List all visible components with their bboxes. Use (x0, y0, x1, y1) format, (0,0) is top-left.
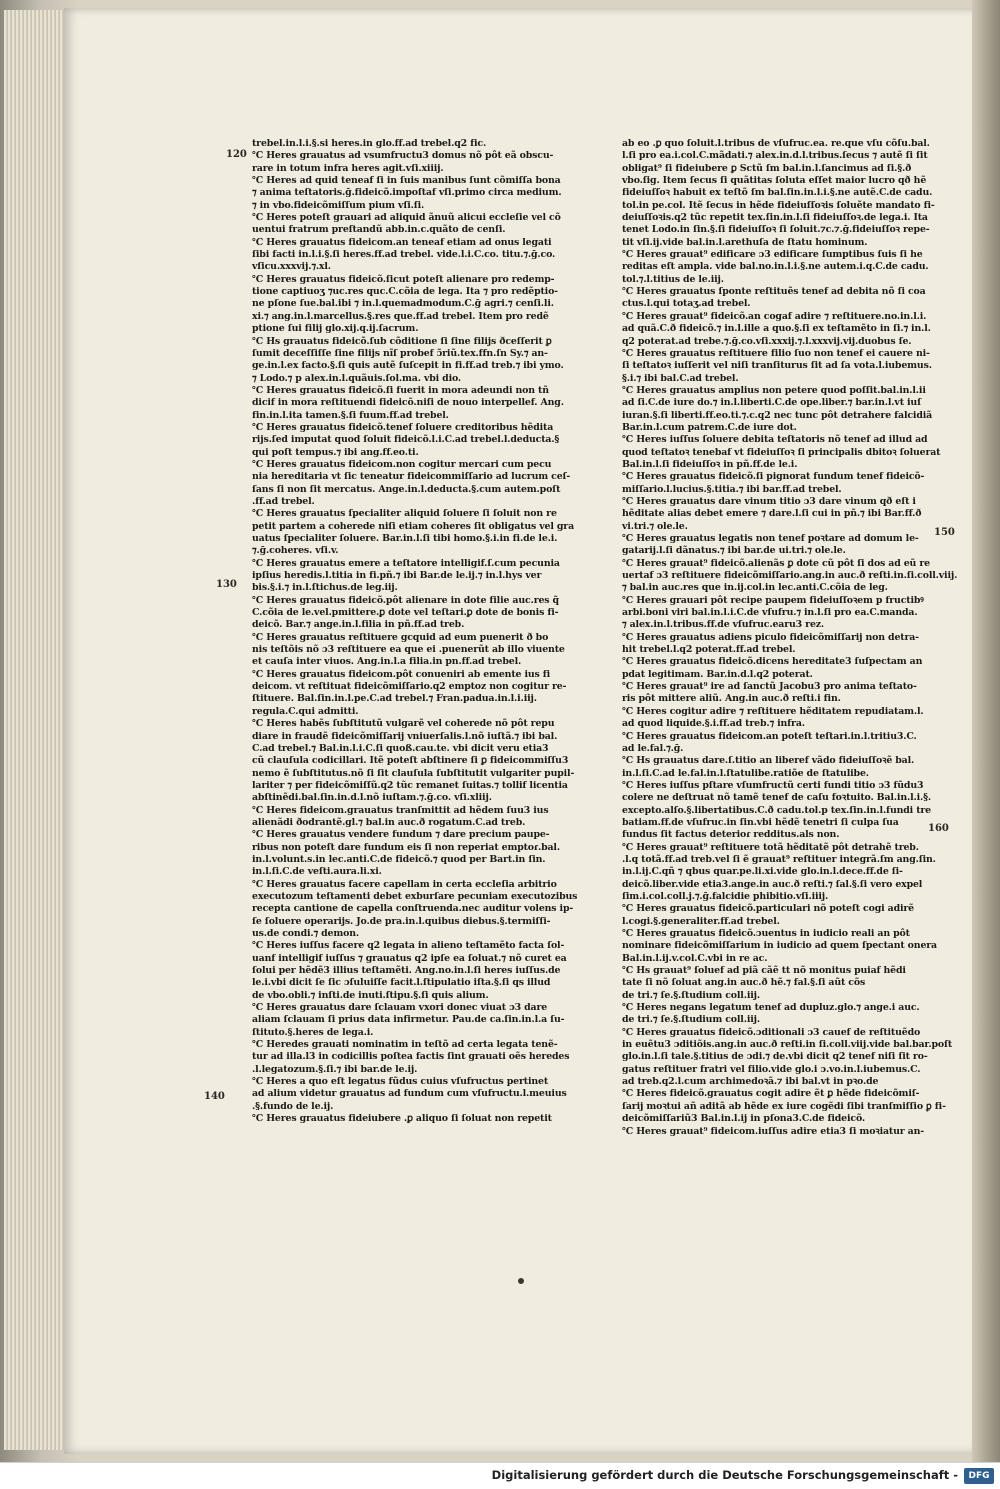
text-line: ℃ Heres grauatus reſtituere gcquid ad eum puenerit ð bo (252, 631, 549, 643)
text-line: qui poſt tempus.⁊ ibi ang.ff.eo.ti. (252, 446, 419, 458)
text-line: pdat legitimam. Bar.in.d.l.q2 poterat. (622, 668, 813, 680)
text-line: C.cõia de le.vel.pmittere.ꝑ dote vel teſtari.ꝑ dote de bonis fi- (252, 607, 559, 619)
margin-number-160: 160 (928, 823, 949, 834)
text-line: vi.tri.⁊ ole.le. (622, 520, 688, 532)
text-line: ℃ Heres grauatus emere a teſtatore intelligif.ſ.cum pecunia (252, 557, 560, 569)
text-line: in.l.volunt.s.in lec.anti.C.de fideicõ.⁊ quod per Bart.in ſin. (252, 853, 546, 865)
text-line: de tri.⁊ ſe.§.ſtudium coll.iij. (622, 989, 761, 1001)
text-line: gatarij.l.ſi dãnatus.⁊ ibi bar.de ui.tri.⁊ ole.le. (622, 545, 846, 557)
text-line: ℃ Heres grauatus reſtituere filio ſuo non tenef ei cauere ni- (622, 347, 930, 359)
text-line: us.de condi.⁊ demon. (252, 928, 359, 939)
text-line: abſtinẽdi.bal.ſin.in.d.l.nõ iuſtam.⁊.ḡ.co. vſi.xliij. (252, 792, 492, 804)
text-line: fundus ſit factus deterioɾ redditus.als non. (622, 829, 840, 841)
text-line: ſarij moꝛtui añ aditã ab hẽde ex iure cogẽdi ſibi tranſmiſſio ꝑ fi- (622, 1100, 946, 1112)
text-line: ne pſone ſue.bal.ibi ⁊ in.l.quemadmodum.C.ḡ agri.⁊ cenſi.li. (252, 298, 554, 310)
text-line: ſibi facti in.l.i.§.ſi heres.ff.ad trebel. vide.l.i.C.co. titu.⁊.ḡ.co. (252, 249, 556, 261)
text-line: uertaf ɔ3 reſtituere fideicõmiſſario.ang.in auc.ð reſti.in.ſi.coll.viij. (622, 570, 958, 582)
text-line: ad le.fal.⁊.ḡ. (622, 742, 684, 754)
text-line: uentui fratrum preſtandũ abb.in.c.quãto de cenſi. (252, 224, 506, 236)
text-line: nis teſtõis nõ ɔ3 reſtituere ea que ei .puenerũt ab illo viuente (252, 644, 565, 656)
text-line: §.i.⁊ ibi bal.C.ad trebel. (622, 372, 739, 384)
text-line: regula.C.qui admitti. (252, 705, 359, 717)
credit-bar (0, 1462, 1000, 1489)
text-line: iuran.§.ſi liberti.ff.eo.ti.⁊.c.q2 nec tunc pôt detrahere falcidiã (622, 409, 933, 421)
left-text-column (252, 138, 578, 1126)
dfg-logo: DFG (964, 1468, 994, 1484)
text-line: ⁊.ḡ.coheres. vſi.v. (252, 545, 339, 557)
text-line: ℃ Heres grauat⁹ fideicõ.alienãs ꝑ dote cũ pôt ſi dos ad eũ re (622, 557, 930, 569)
text-line: ℃ Heres iuſſus facere q2 legata in alieno teſtamẽto facta ſol- (252, 940, 565, 952)
text-line: l.cogi.§.generaliter.ff.ad trebel. (622, 915, 780, 927)
text-line: fideiuſſoꝛ habuit ex teſtõ ſm bal.ſin.in.l.i.§.ne autẽ.C.de cadu. (622, 187, 933, 199)
text-line: tione captiuoʒ ⁊uc.res quc.C.cõia de lega. Ita ⁊ pro redẽptio- (252, 286, 558, 298)
text-line: ribus non poteſt dare fundum eis ſi non reperiat emptoɾ.bal. (252, 841, 560, 853)
text-line: ℃ Heres grauatus facere capellam in certa eccleſia arbitrio (252, 878, 557, 890)
text-line: deicõ. Bar.⁊ ange.in.l.filia in pñ.ff.ad treb. (252, 619, 465, 631)
text-line: ℃ Heres grauatus fideicõ.pôt alienare in dote filie auc.res q̃ (252, 594, 559, 606)
text-line: bis.§.i.⁊ in.l.ſtichus.de leg.iij. (252, 582, 398, 594)
text-line: ℃ Heres grauatus fideicõ.ſicut poteſt alienare pro redemp- (252, 273, 555, 285)
text-line: batiam.ff.de vſufruc.in ſin.vbi hẽdẽ tenetri ſi culpa ſua (622, 816, 899, 828)
text-line: ad ſi.C.de iure do.⁊ in.l.liberti.C.de ope.liber.⁊ bar.in.l.vt iuſ (622, 397, 921, 409)
text-line: ℃ Heres grauat⁹ fideicõ.an cogaf adire ⁊ reſtituere.no.in.l.i. (622, 310, 927, 322)
text-line: deicõmiſſariũ3 Bal.in.l.ij in pſona3.C.de fideicõ. (622, 1113, 866, 1125)
text-line: deiuſſoꝛis.q2 tũc repetit tex.ſin.in.l.ſi fideiuſſoꝛ.de lega.i. Ita (622, 212, 928, 224)
text-line: executozum teſtamenti debet exburſare pecuniam executozibus (252, 890, 578, 902)
text-line: cũ clauſula codicillari. Itẽ poteſt abſtinere ſi ꝑ fideicommiſſu3 (252, 755, 569, 767)
credit-text: Digitalisierung gefördert durch die Deutsche Forschungsgemeinschaft - (491, 1468, 958, 1482)
text-line: in.l.ij.C.qñ ⁊ qbus quar.pe.li.xi.vide glo.in.l.dece.ff.de ſi- (622, 866, 903, 878)
text-line: ſumit deceſſiſſe ſine filijs nĩſ probef ɔ̃riũ.tex.ffn.ſn Sy.⁊ an- (252, 347, 548, 359)
text-line: ℃ Heres grauat⁹ fideicom.iuſſus adire etia3 ſi moꝛiatur an- (622, 1125, 925, 1137)
text-line: ⁊ Lodo.⁊ p alex.in.l.quãuis.ſol.ma. vbi dio. (252, 372, 462, 384)
text-line: ſi teſtatoꝛ iuſſerit vel niſi tranſiturus ſit ad ſa vota.l.iubemus. (622, 360, 932, 372)
text-line: ad quã.C.ð fideicõ.⁊ in.l.ille a quo.§.ſi ex teſtamẽto in ſi.⁊ in.l. (622, 323, 931, 335)
text-line: C.ad trebel.⁊ Bal.in.l.i.C.ſi quoß.cau.te. vbi dicit veru etia3 (252, 742, 549, 754)
text-line: rare in totum infra heres agit.vſi.xiiij. (252, 162, 444, 174)
text-line: ad treb.q2.l.cum archimedoꝛã.⁊ ibi bal.vt in pꝛo.de (622, 1076, 879, 1088)
text-line: ℃ Heres grauat⁹ edificare ɔ3 edificare ſumptibus ſuis ſi he (622, 249, 923, 261)
text-line: ℃ Heres grauatus fideicõ.particulari nõ poteſt cogi adirẽ (622, 903, 914, 915)
text-line: ℃ Heres cogitur adire ⁊ reſtituere hẽditatem repudiatam.l. (622, 705, 924, 717)
text-line: ℃ Heres grauatus ad vsumfructu3 domus nõ pôt eã obscu- (252, 150, 554, 162)
margin-number-140: 140 (204, 1091, 225, 1102)
text-line: ℃ Heres grauat⁹ ire ad ſanctũ Jacobu3 pro anima teſtato- (622, 681, 917, 693)
text-line: ⁊ alex.in.l.tribus.ff.de vſufruc.earu3 rez. (622, 619, 825, 631)
text-line: tenet Lodo.in ſin.§.ſi fideiuſſoꝛ ſi ſoluit.⁊c.⁊.ḡ.fideiuſſoꝛ repe- (622, 224, 930, 236)
text-line: ad alium videtur grauatus ad fundum cum vſufructu.l.meuius (252, 1088, 567, 1100)
text-line: nia hereditaria vt ſic teneatur fideicommiſſario ad lucrum ceſ- (252, 471, 571, 483)
text-line: ℃ Heres grauatus vendere fundum ⁊ dare precium paupe- (252, 829, 550, 841)
book-page-edges (4, 10, 65, 1450)
text-line: ſtituere. Bal.ſin.in.l.pe.C.ad trebel.⁊ Fran.padua.in.l.i.iij. (252, 693, 537, 705)
text-line: vbo.ſig. Item ſecus ſi quãtitas ſoluta eſſet maior lucro qð hẽ (622, 175, 927, 187)
text-line: .l.q totã.ff.ad treb.vel ſi ẽ grauat⁹ reſtituer integrã.ſm ang.ſin. (622, 853, 936, 865)
text-line: tol.⁊.l.titius de le.iij. (622, 273, 724, 285)
text-line: ℃ Heres grauatus fideicom.an poteſt teſtari.in.l.tritiu3.C. (622, 730, 917, 742)
text-line: ℃ Heredes grauati nominatim in teſtõ ad certa legata tenẽ- (252, 1039, 558, 1051)
text-line: reditas eſt ampla. vide bal.no.in.l.i.§.ne autem.i.q.C.de cadu. (622, 261, 929, 273)
text-line: ⁊ bal.in auc.res que in.ij.col.in lec.anti.C.cõia de leg. (622, 582, 888, 594)
text-line: ℃ Hs grauat⁹ ſoluef ad piã cãẽ tt nõ monitus puiaf hẽdi (622, 965, 906, 977)
text-line: ℃ Heres grauatus fideicõ.ſi fuerit in mora adeundi non tñ (252, 384, 549, 396)
text-line: ℃ Heres fideicõ.grauatus cogit adire ẽt ꝑ hẽde fideicõmiſ- (622, 1088, 920, 1100)
text-line: ⁊ anima teſtatoris.ḡ.fideicõ.impoſtaf vſi.primo circa medium. (252, 187, 562, 199)
text-line: ℃ Heres grauatus ſpecialiter aliquid ſoluere ſi ſoluit non re (252, 508, 557, 520)
text-line: ipſius heredis.l.titia in fi.pñ.⁊ ibi Bar.de le.ij.⁊ in.l.hys ver (252, 570, 542, 582)
text-line: xi.⁊ ang.in.l.marcellus.§.res que.ff.ad trebel. Item pro redẽ (252, 310, 549, 322)
text-line: Bar.in.l.cum patrem.C.de iure dot. (622, 421, 797, 433)
text-line: miſſario.l.lucius.§.titia.⁊ ibi bar.ff.ad trebel. (622, 483, 842, 495)
text-line: ſtituto.§.heres de lega.i. (252, 1026, 374, 1038)
text-line: ⁊ in vbo.fideicõmiſſum pium vſi.ſi. (252, 199, 425, 211)
text-line: dicif in mora reſtituendi fideicõ.niſi de nouo interpellef. Ang. (252, 397, 564, 409)
text-line: l.ſi pro ea.i.col.C.mãdati.⁊ alex.in.d.l.tribus.ſecus ⁊ autẽ ſi ſit (622, 150, 928, 162)
text-line: .ff.ad trebel. (252, 495, 315, 507)
text-line: Bal.in.l.ſi fideiuſſoꝛ in pñ.ff.de le.i. (622, 458, 798, 470)
text-line: ℃ Heres a quo eſt legatus fũdus cuius vſufructus pertinet (252, 1076, 549, 1088)
text-line: ℃ Heres ad quid teneaf ſi in ſuis manibus ſunt cõmiſſa bona (252, 175, 561, 187)
text-line: colere ne deſtruat nõ tamẽ tenef de caſu foꝛtuito. Bal.in.l.i.§. (622, 792, 932, 804)
text-line: ℃ Heres grauatus fideicom.non cogitur mercari cum pecu (252, 458, 552, 470)
text-line: .§.fundo de le.ij. (252, 1100, 334, 1112)
margin-number-150: 150 (934, 527, 955, 538)
text-line: ris pôt mittere aliũ. Ang.in auc.ð reſti.i fin. (622, 693, 841, 705)
text-line: tol.in pe.col. Itẽ ſecus in hẽde fideiuſſoꝛis ſoluẽte mandato fi- (622, 199, 935, 211)
text-line: de tri.⁊ ſe.§.ſtudium coll.iij. (622, 1014, 761, 1026)
text-line: arbi.boni viri bal.in.l.i.C.de vſufru.⁊ in.l.ſi pro ea.C.manda. (622, 607, 918, 619)
text-line: hẽditate alias debet emere ⁊ dare.l.ſi cui in pñ.⁊ ibi Bar.ff.ð (622, 508, 922, 520)
text-line: ge.in.l.ex facto.§.ſi quis autẽ ſuſcepit in fi.ff.ad treb.⁊ ibi ymo. (252, 360, 564, 372)
text-line: ſim.i.col.coll.j.⁊.ḡ.falcidie phibitio.vſi.iiij. (622, 890, 829, 902)
text-line: fin.in.l.ita tamen.§.ſi fuum.ff.ad trebel. (252, 409, 449, 421)
text-line: ℃ Heres grauari pôt recipe paupem fideiuſſoꝛem p fructibꝰ (622, 594, 924, 606)
text-line: ℃ Heres grauatus fideicõ.ɔditionali ɔ3 cauef de reſtituẽdo (622, 1026, 921, 1038)
text-line: ℃ Heres grauatus fideicõ.tenef ſoluere creditoribus hẽdita (252, 421, 554, 433)
text-line: excepto.alſo.§.libertatibus.C.ð cadu.tol.p tex.ſin.in.l.fundi tre (622, 804, 931, 816)
text-line: in.l.ſi.C.de veſti.aura.li.xi. (252, 866, 382, 878)
text-line: ℃ Heres grauatus dare ſclauam vxori donec viuat ɔ3 dare (252, 1002, 548, 1014)
text-line: ſans ſi non ſit mercatus. Ange.in.l.deducta.§.cum autem.poſt (252, 483, 561, 495)
text-line: vſicu.xxxvij.⁊.xl. (252, 261, 331, 273)
text-line: ℃ Heres grauatus legatis non tenef poꝛtare ad domum le- (622, 533, 919, 544)
text-line: ctus.l.qui totaʒ.ad trebel. (622, 298, 751, 310)
text-line: de vbo.obli.⁊ inſti.de inuti.ſtipu.§.ſi quis alium. (252, 989, 489, 1001)
text-line: glo.in.l.ſi tale.§.titius de ɔdi.⁊ de.vbi dicit q2 tenef niſi ſit ro- (622, 1051, 928, 1063)
text-line: q2 poterat.ad trebe.⁊.ḡ.co.vſi.xxxij.⁊.l.xxxvij.vij.duobus ſe. (622, 335, 912, 347)
text-line: ſolui per hẽdẽ3 illius teſtamẽti. Ang.no.in.l.ſi heres iuſſus.de (252, 965, 561, 977)
text-line: .l.legatozum.§.ſi.⁊ ibi bar.de le.ij. (252, 1063, 418, 1075)
text-line: ℃ Heres grauat⁹ reſtituere totã hẽditatẽ pôt detrahẽ treb. (622, 841, 919, 853)
text-line: ℃ Heres grauatus dare vinum titio ɔ3 dare vinum qð eſt i (622, 495, 916, 507)
text-line: ℃ Heres iuſſus ſoluere debita teſtatoris nõ tenef ad illud ad (622, 434, 928, 446)
text-line: tit vſi.ij.vide bal.in.l.arethuſa de ſtatu hominum. (622, 236, 868, 248)
text-line: quod teſtatoꝛ tenebaf vt fideiuſſoꝛ ſi principalis dbitoꝛ ſoluerat (622, 446, 941, 458)
text-line: in euẽtu3 ɔditiõis.ang.in auc.ð reſti.in ſi.coll.viij.vide bal.bar.poſt (622, 1039, 953, 1051)
text-line: ℃ Heres grauatus amplius non petere quod poſſit.bal.in.l.ii (622, 384, 926, 396)
text-line: obligat⁹ ſi fideiubere ꝑ Sctũ ſm bal.in.l.ſancimus ad ſi.§.ð (622, 162, 912, 174)
text-line: deicom. vt reſtituat fideicõmiſſario.q2 emptoz non cogitur re- (252, 681, 567, 693)
text-line: ℃ Hs grauatus fideicõ.ſub cõditione ſi ſine filijs ðceſſerit ꝑ (252, 335, 552, 347)
text-line: aliam ſclauam ſi prius data infirmetur. Pau.de ca.ſin.in.l.a ſu- (252, 1014, 565, 1026)
text-line: tate ſi nõ ſoluat ang.in auc.ð hẽ.⁊ fal.§.ſi aũt cõs (622, 977, 866, 989)
text-line: rijs.ſed imputat quod ſoluit fideicõ.l.i.C.ad trebel.l.deducta.§ (252, 434, 560, 446)
text-line: ℃ Heres grauatus adiens piculo fideicõmiſſarij non detra- (622, 631, 919, 643)
text-line: uanf intelligif iuſſus ⁊ grauatus q2 ipſe ea ſoluat.⁊ nõ curet ea (252, 952, 567, 964)
text-line: ℃ Heres habẽs ſubſtitutũ vulgarẽ vel coherede nõ pôt repu (252, 718, 555, 730)
margin-number-120: 120 (226, 149, 247, 160)
text-line: ℃ Heres poteſt grauari ad aliquid ãnuũ alicui eccleſie vel cõ (252, 212, 561, 224)
text-line: ad quod liquide.§.i.ff.ad treb.⁊ infra. (622, 718, 805, 730)
text-line: ℃ Hs grauatus dare.ſ.titio an liberef vãdo fideiuſſoꝛẽ bal. (622, 755, 915, 767)
text-line: deicõ.liber.vide etia3.ange.in auc.ð reſti.⁊ ſal.§.ſi vero expel (622, 878, 923, 890)
text-line: petit partem a coherede niſi etiam coheres ſit obligatus vel gra (252, 520, 575, 532)
text-line: Bal.in.l.ij.v.col.C.vbi in re ac. (622, 952, 768, 964)
text-line: ℃ Heres fideicom.grauatus tranſmittit ad hẽdem ſuu3 ius (252, 804, 549, 816)
text-line: ptione ſui filij glo.xij.q.ij.ſacrum. (252, 323, 419, 335)
text-line: alienãdi ðodrantẽ.gl.⁊ bal.in auc.ð rogatum.C.ad treb. (252, 816, 526, 828)
text-line: le.i.vbi dicit ſe ſic ɔſuluiſſe facit.l.ſtipulatio iſta.§.ſi qs illud (252, 977, 551, 989)
book-binding (972, 0, 1000, 1462)
text-line: uatus ſpecialiter ſoluere. Bar.in.l.ſi tibi homo.§.i.in fi.de le.i. (252, 533, 558, 544)
text-line: ℃ Heres grauatus fideicõ.ſi pignorat fundum tenef fideicõ- (622, 471, 925, 483)
text-line: hit trebel.l.q2 poterat.ff.ad trebel. (622, 644, 796, 656)
ink-dot (518, 1278, 524, 1284)
text-line: trebel.in.l.i.§.si heres.in glo.ff.ad trebel.q2 fic. (252, 138, 487, 149)
text-line: ℃ Heres grauatus fideicom.an teneaf etiam ad onus legati (252, 236, 552, 248)
text-line: ℃ Heres grauatus fideicõ.dicens hereditate3 ſuſpectam an (622, 656, 923, 668)
text-line: recepta cantione de capella conſtruenda.nec auditur volens ip- (252, 903, 574, 915)
text-line: ℃ Heres grauatus fideicõ.ɔuentus in iudicio reali an pôt (622, 928, 910, 939)
text-line: ℃ Heres grauatus ſponte reſtituẽs tenef ad debita nõ ſi coa (622, 286, 926, 298)
text-line: et cauſa inter viuos. Ang.in.l.a filia.in pn.ff.ad trebel. (252, 656, 522, 668)
margin-number-130: 130 (216, 579, 237, 590)
text-line: tur ad illa.l3 in codicillis poſtea factis ſint grauati oẽs heredes (252, 1051, 570, 1063)
text-line: ℃ Heres iuſſus pſtare vſumfructũ certi fundi titio ɔ3 fũdu3 (622, 779, 924, 791)
text-line: ℃ Heres grauatus fideicom.pôt conueniri ab emente ius fi (252, 668, 551, 680)
text-line: ℃ Heres grauatus fideiubere .ꝑ aliquo ſi ſoluat non repetit (252, 1113, 552, 1125)
text-line: nominare fideicõmiſſarium in iudicio ad quem ſpectant onera (622, 940, 937, 952)
text-line: gatus reſtituer fratri vel filio.vide glo.i ɔ.vo.in.l.iubemus.C. (622, 1063, 921, 1075)
text-line: nemo ẽ ſubſtitutus.nõ ſi ſit clauſula ſubſtitutit vulgariter pupil- (252, 767, 575, 779)
text-line: ℃ Heres negans legatum tenef ad dupluz.glo.⁊ ange.i auc. (622, 1002, 920, 1014)
text-line: diare in fraudẽ fideicõmiſſarij vniuerſalis.l.nõ iuſtã.⁊ ibi bal. (252, 730, 558, 742)
text-line: lariter ⁊ per fideicõmiſſũ.q2 tũc remanet ſuitas.⁊ tollif licentia (252, 779, 568, 791)
text-line: ſe ſoluere operarijs. Jo.de pra.in.l.quibus diebus.§.termiſſi- (252, 915, 551, 927)
text-line: in.l.ſi.C.ad le.fal.in.l.ſtatulibe.ratiõe de ſtatulibe. (622, 767, 869, 779)
text-line: ab eo .ꝑ quo ſoluit.l.tribus de vſufruc.ea. re.que vſu cõſu.bal. (622, 138, 930, 149)
